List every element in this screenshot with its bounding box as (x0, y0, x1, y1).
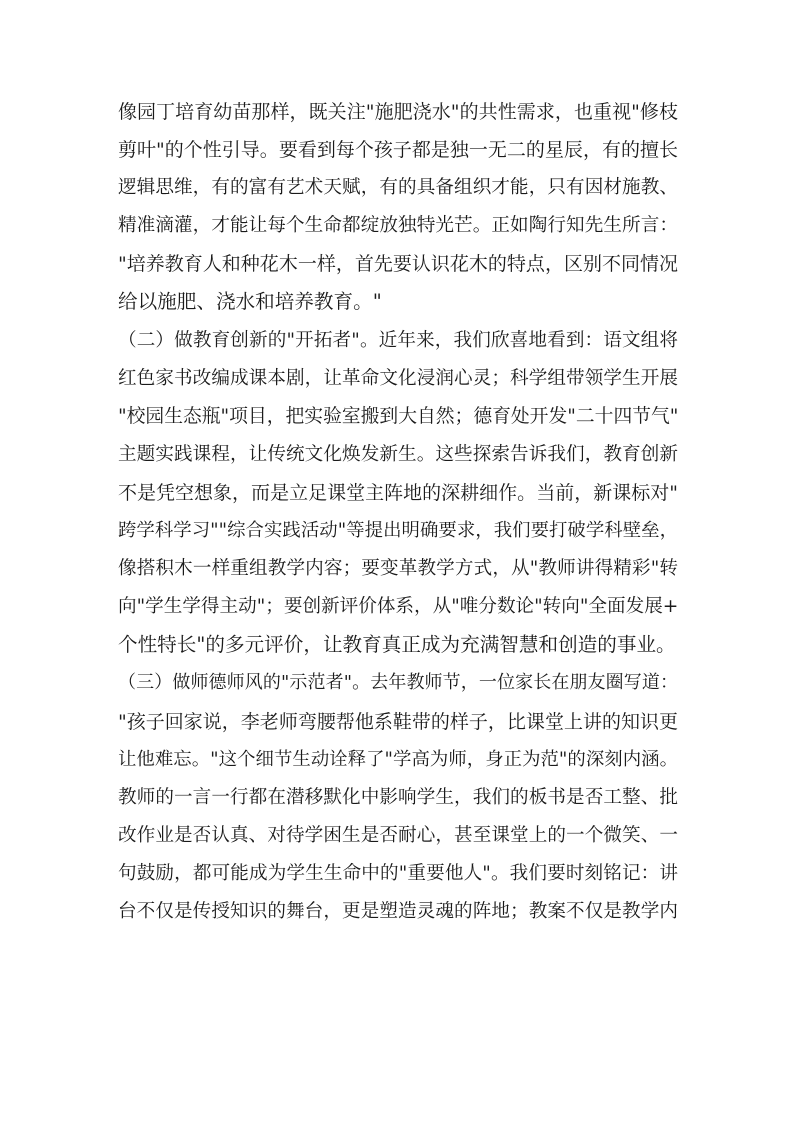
text-line: "校园生态瓶"项目，把实验室搬到大自然；德育处开发"二十四节气" (118, 405, 678, 427)
text-line: 不是凭空想象，而是立足课堂主阵地的深耕细作。当前，新课标对" (118, 481, 678, 504)
text-line: （二）做教育创新的"开拓者"。近年来，我们欣喜地看到：语文组将 (118, 329, 678, 351)
text-line: 跨学科学习""综合实践活动"等提出明确要求，我们要打破学科壁垒， (118, 520, 678, 542)
text-line: 像搭积木一样重组教学内容；要变革教学方式，从"教师讲得精彩"转 (118, 558, 678, 580)
text-line: 剪叶"的个性引导。要看到每个孩子都是独一无二的星辰，有的擅长 (118, 139, 678, 162)
text-line: 句鼓励，都可能成为学生生命中的"重要他人"。我们要时刻铭记：讲 (118, 862, 678, 884)
text-line: 逻辑思维，有的富有艺术天赋，有的具备组织才能，只有因材施教、 (118, 177, 678, 199)
text-line: 个性特长"的多元评价，让教育真正成为充满智慧和创造的事业。 (118, 633, 676, 657)
text-line: 改作业是否认真、对待学困生是否耐心，甚至课堂上的一个微笑、一 (118, 824, 678, 846)
text-line: 给以施肥、浇水和培养教育。" (118, 290, 382, 314)
text-line: 精准滴灌，才能让每个生命都绽放独特光芒。正如陶行知先生所言： (118, 215, 678, 237)
text-line: 让他难忘。"这个细节生动诠释了"学高为师，身正为范"的深刻内涵。 (118, 748, 678, 770)
text-line: "孩子回家说，李老师弯腰帮他系鞋带的样子，比课堂上讲的知识更 (118, 710, 678, 733)
text-line: 像园丁培育幼苗那样，既关注"施肥浇水"的共性需求，也重视"修枝 (118, 101, 678, 123)
text-line: （三）做师德师风的"示范者"。去年教师节，一位家长在朋友圈写道： (118, 672, 678, 694)
text-line: 台不仅是传授知识的舞台，更是塑造灵魂的阵地；教案不仅是教学内 (118, 900, 678, 922)
text-line: 主题实践课程，让传统文化焕发新生。这些探索告诉我们，教育创新 (118, 443, 678, 465)
text-line: "培养教育人和种花木一样，首先要认识花木的特点，区别不同情况 (118, 253, 678, 276)
text-line: 向"学生学得主动"；要创新评价体系，从"唯分数论"转向"全面发展+ (118, 596, 678, 618)
text-line: 教师的一言一行都在潜移默化中影响学生，我们的板书是否工整、批 (118, 786, 678, 808)
body-text (118, 93, 678, 931)
text-line: 红色家书改编成课本剧，让革命文化浸润心灵；科学组带领学生开展 (118, 367, 678, 389)
